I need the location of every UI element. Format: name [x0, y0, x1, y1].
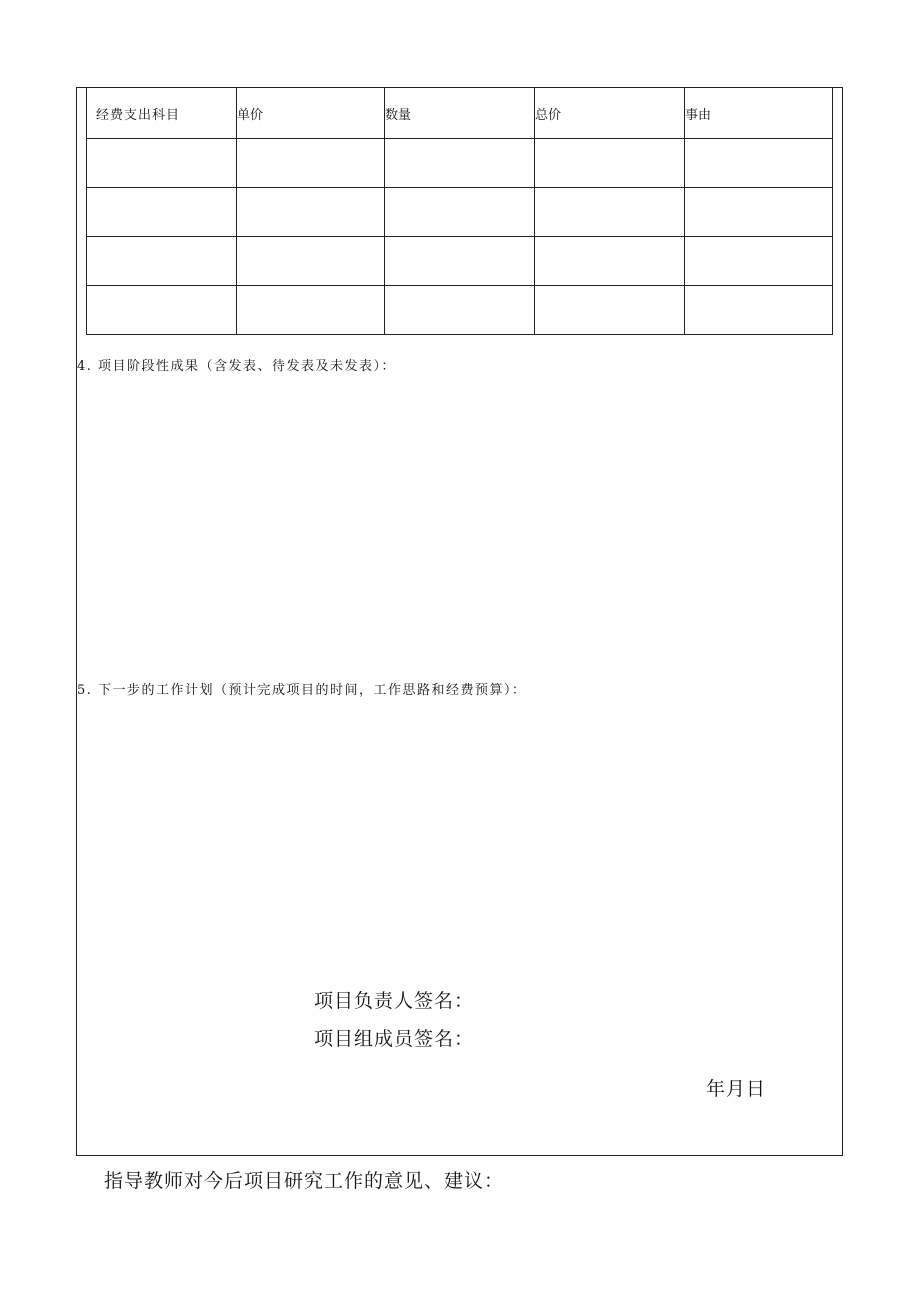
header-quantity: 数量 [385, 88, 535, 139]
table-cell[interactable] [385, 286, 535, 335]
header-total-price: 总价 [535, 88, 685, 139]
date-label: 年月日 [706, 1078, 767, 1100]
table-row [87, 286, 833, 335]
table-cell[interactable] [385, 188, 535, 237]
header-expense-item: 经费支出科目 [87, 88, 237, 139]
expense-table [86, 88, 833, 335]
section-5-label: 5. 下一步的工作计划（预计完成项目的时间，工作思路和经费预算）： [77, 683, 527, 698]
table-cell[interactable] [535, 139, 685, 188]
table-cell[interactable] [535, 188, 685, 237]
table-cell[interactable] [685, 188, 833, 237]
table-cell[interactable] [237, 139, 385, 188]
table-cell[interactable] [385, 139, 535, 188]
section-4-label: 4. 项目阶段性成果（含发表、待发表及未发表）： [77, 359, 397, 374]
table-row [87, 188, 833, 237]
table-cell[interactable] [87, 139, 237, 188]
advisor-opinion-label: 指导教师对今后项目研究工作的意见、建议： [104, 1170, 505, 1192]
header-unit-price: 单价 [237, 88, 385, 139]
table-cell[interactable] [385, 237, 535, 286]
table-cell[interactable] [685, 286, 833, 335]
table-cell[interactable] [87, 188, 237, 237]
table-cell[interactable] [87, 286, 237, 335]
table-cell[interactable] [87, 237, 237, 286]
expense-table-header-row [87, 88, 833, 139]
table-cell[interactable] [535, 237, 685, 286]
table-cell[interactable] [237, 237, 385, 286]
table-cell[interactable] [685, 237, 833, 286]
members-signature-label: 项目组成员签名： [314, 1028, 475, 1050]
table-row [87, 237, 833, 286]
table-cell[interactable] [237, 188, 385, 237]
header-reason: 事由 [685, 88, 833, 139]
leader-signature-label: 项目负责人签名： [314, 990, 475, 1012]
table-cell[interactable] [685, 139, 833, 188]
table-cell[interactable] [535, 286, 685, 335]
table-row [87, 139, 833, 188]
table-cell[interactable] [237, 286, 385, 335]
